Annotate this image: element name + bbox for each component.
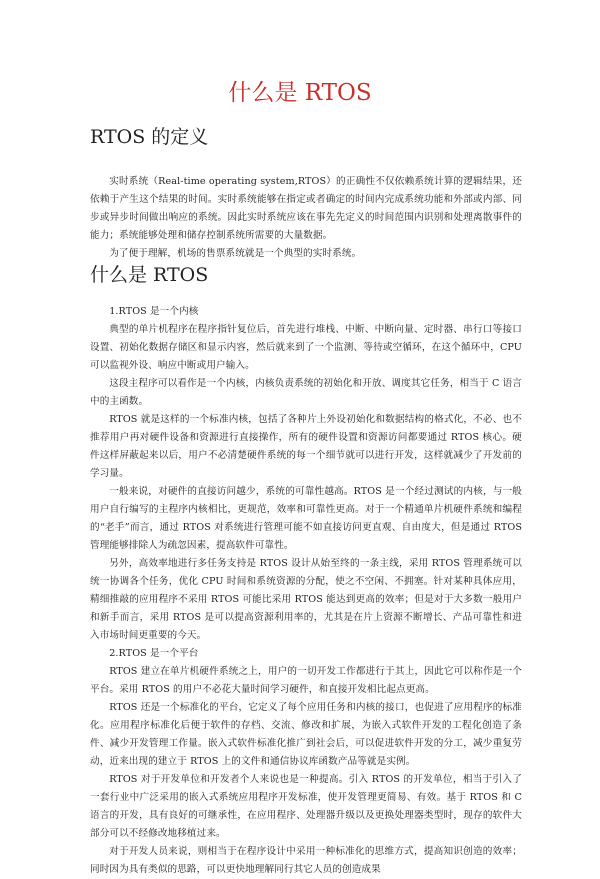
subheading-platform: 2.RTOS 是一个平台 [109,648,199,659]
paragraph: 典型的单片机程序在程序指针复位后，首先进行堆栈、中断、中断向量、定时器、串行口等接口设置、初始化数据存储区和显示内容，然后就来到了一个监测、等待或空循环，在这个循环中，CPU 可以监视外设、响应中断或用户输入。 [90,324,522,371]
paragraph: RTOS 对于开发单位和开发者个人来说也是一种提高。引入 RTOS 的开发单位，相当于引入了一套行业中广泛采用的嵌入式系统应用程序开发标准，使开发管理更简易、有效。基于 RTOS 和 C 语言的开发，具有良好的可继承性，在应用程序、处理器升级以及更换处理器类型时，现存的软件大部分可以不经修改地移植过来。 [90,774,522,839]
paragraph: 这段主程序可以看作是一个内核，内核负责系统的初始化和开放、调度其它任务，相当于 C 语言中的主函数。 [90,378,522,407]
paragraph: 实时系统（Real-time operating system,RTOS）的正确性不仅依赖系统计算的逻辑结果，还依赖于产生这个结果的时间。实时系统能够在指定或者确定的时间内完成系统功能和外部或内部、同步或异步时间做出响应的系统。因此实时系统应该在事先先定义的时间范围内识别和处理离散事件的能力；系统能够处理和储存控制系统所需要的大量数据。 [90,176,522,241]
paragraph: RTOS 就是这样的一个标准内核，包括了各种片上外设初始化和数据结构的格式化，不必、也不推荐用户再对硬件设备和资源进行直接操作，所有的硬件设置和资源访问都要通过 RTOS 核心。硬件这样屏蔽起来以后，用户不必清楚硬件系统的每一个细节就可以进行开发，这样就减少了开发前的学习量。 [90,414,522,479]
section-heading-definition: RTOS 的定义 [90,126,209,148]
section-definition-body [90,173,522,263]
paragraph: 为了便于理解，机场的售票系统就是一个典型的实时系统。 [109,248,362,259]
paragraph: RTOS 建立在单片机硬件系统之上，用户的一切开发工作都进行于其上，因此它可以称作是一个平台。采用 RTOS 的用户不必花大量时间学习硬件，和直接开发相比起点更高。 [90,666,522,695]
paragraph: 另外，高效率地进行多任务支持是 RTOS 设计从始至终的一条主线，采用 RTOS 管理系统可以统一协调各个任务，优化 CPU 时间和系统资源的分配，使之不空闲、不拥塞。针对某种具体应用，精细推敲的应用程序不采用 RTOS 可能比采用 RTOS 能达到更高的效率；但是对于大多数一般用户和新手而言，采用 RTOS 是可以提高资源利用率的，尤其是在片上资源不断增长、产品可靠性和进入市场时间更重要的今天。 [90,558,522,641]
subheading-kernel: 1.RTOS 是一个内核 [109,306,199,317]
paragraph: 一般来说，对硬件的直接访问越少，系统的可靠性越高。RTOS 是一个经过测试的内核，与一般用户自行编写的主程序内核相比，更规范，效率和可靠性更高。对于一个精通单片机硬件系统和编程的“老手”而言，通过 RTOS 对系统进行管理可能不如直接访问更直观、自由度大，但是通过 RTOS 管理能够排除人为疏忽因素，提高软件可靠性。 [90,486,522,551]
section-heading-what-is-rtos: 什么是 RTOS [90,264,209,286]
document-title: 什么是 RTOS [228,80,372,106]
paragraph: 对于开发人员来说，则相当于在程序设计中采用一种标准化的思维方式，提高知识创造的效率；同时因为具有类似的思路，可以更快地理解同行其它人员的创造成果 [90,846,522,875]
paragraph: RTOS 还是一个标准化的平台，它定义了每个应用任务和内核的接口，也促进了应用程序的标准化。应用程序标准化后便于软件的存档、交流、修改和扩展，为嵌入式软件开发的工程化创造了条件、减少开发管理工作量。嵌入式软件标准化推广到社会后，可以促进软件开发的分工，减少重复劳动，近来出现的建立于 RTOS 上的文件和通信协议库函数产品等就是实例。 [90,702,522,767]
section-what-is-rtos-body [90,303,522,879]
